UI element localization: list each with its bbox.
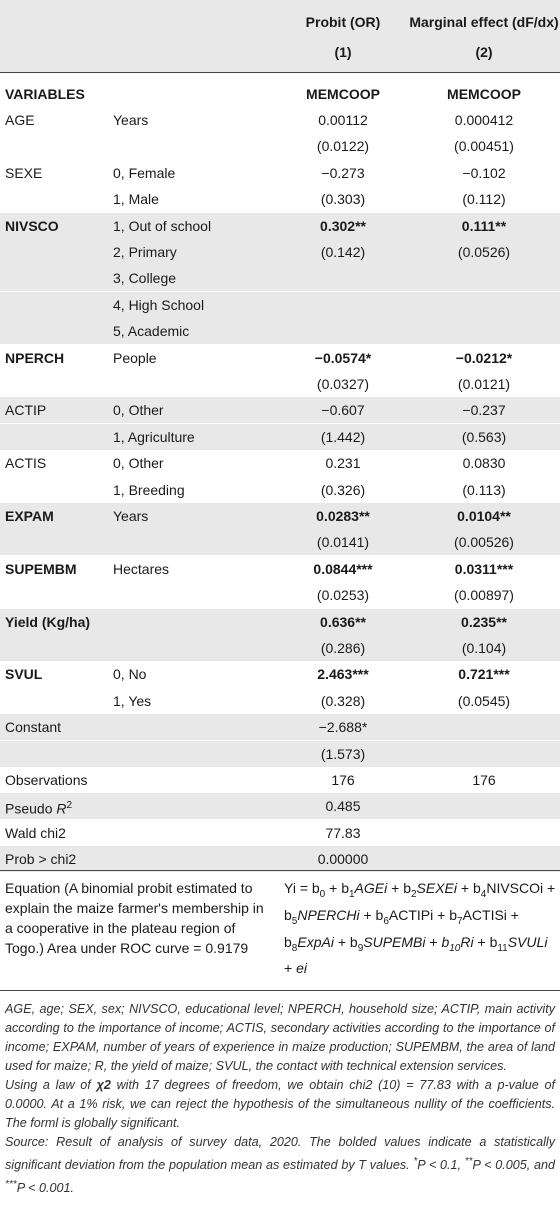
variable-description: 3, College (113, 270, 177, 287)
table-row (0, 529, 560, 555)
variable-name: Pseudo $R^2$ (5, 800, 73, 818)
abbreviations-note: AGE, age; SEX, sex; NIVSCO, educational level; NPERCH, household size; ACTIP, main activity according to the importance of income; ACTIS, secondary activities according to the importance of income; EXPAM, number of years of experience in maize production; SUPEMBM, the area of land used for maize; R, the yield of maize; SVUL, the contact with technical extension services. (5, 1002, 555, 1073)
dep-col2: MEMCOOP (447, 86, 521, 102)
probit-value: −0.607 (321, 402, 365, 419)
variable-description: 4, High School (113, 296, 205, 313)
probit-value: 0.00000 (317, 851, 369, 868)
marginal-effect-value: 0.0311*** (454, 560, 514, 577)
variable-description: 2, Primary (113, 244, 177, 260)
col1-number: (1) (334, 44, 352, 60)
probit-value: 0.0283** (316, 508, 370, 524)
table-row (0, 714, 560, 740)
variable-description: Hectares (113, 560, 170, 577)
variable-name: SEXE (5, 164, 43, 181)
marginal-effect-value: 176 (472, 772, 496, 788)
table-row (0, 265, 560, 291)
table-row (0, 133, 560, 159)
probit-value: (1.573) (320, 745, 366, 762)
marginal-effect-value: 0.000412 (454, 112, 514, 128)
col2-title: Marginal effect (dF/dx) (409, 14, 559, 30)
probit-value: (0.0141) (316, 534, 370, 551)
variable-name: Yield (Kg/ha) (5, 613, 91, 630)
variable-name: NPERCH (5, 349, 65, 366)
probit-value: 0.485 (325, 798, 361, 815)
variable-description: 0, Other (113, 455, 164, 472)
marginal-effect-value: (0.00897) (454, 587, 514, 604)
probit-value: (0.326) (320, 481, 366, 498)
probit-value: 176 (331, 772, 355, 788)
table-row (0, 609, 560, 635)
variable-description: 1, Agriculture (113, 428, 195, 445)
variable-name: AGE (5, 112, 35, 128)
table-row (0, 635, 560, 661)
probit-value: 77.83 (325, 824, 361, 841)
header-rule (0, 72, 560, 73)
table-row (0, 397, 560, 423)
variable-name: Wald chi2 (5, 824, 66, 841)
table-row (0, 820, 560, 846)
dependent-variable-row (0, 81, 560, 107)
table-row (0, 239, 560, 265)
table-row (0, 741, 560, 767)
variable-name: ACTIP (5, 402, 47, 419)
table-row (0, 292, 560, 318)
probit-value: −0.273 (321, 164, 365, 181)
probit-value: (0.303) (320, 191, 366, 208)
probit-value: (0.0253) (316, 587, 370, 604)
table-row (0, 661, 560, 687)
marginal-effect-value: 0.111** (461, 217, 507, 234)
variable-description: 0, No (113, 666, 147, 683)
probit-value: −0.0574* (314, 349, 372, 366)
probit-value: (0.328) (320, 692, 366, 709)
notes-rule (0, 990, 560, 991)
variable-name: SUPEMBM (5, 560, 77, 577)
equation-rule (0, 870, 560, 871)
variable-description: 1, Male (113, 191, 159, 208)
probit-value: 0.00112 (318, 112, 368, 128)
variable-description: 1, Yes (113, 692, 152, 709)
probit-value: −2.688* (318, 719, 368, 736)
variable-description: 5, Academic (113, 323, 190, 340)
table-row (0, 318, 560, 344)
table-row (0, 503, 560, 529)
marginal-effect-value: 0.0104** (457, 508, 511, 524)
variable-name: Constant (5, 719, 62, 736)
variable-name: Prob > chi2 (5, 851, 77, 868)
table-row (0, 345, 560, 371)
probit-value: 0.231 (325, 455, 361, 472)
probit-value: (1.442) (320, 428, 366, 445)
source-note: Source: Result of analysis of survey data, 2020. The bolded values indicate a statistically significant deviation from the population mean as estimated by T values. *P < 0.1, **P < 0.005, and ***P < 0.001. (5, 1135, 555, 1196)
marginal-effect-value: (0.112) (462, 191, 506, 208)
marginal-effect-value: (0.0545) (457, 692, 511, 709)
probit-value: 0.636** (320, 613, 366, 630)
variables-label: VARIABLES (5, 86, 85, 102)
variable-name: EXPAM (5, 508, 54, 524)
variable-description: Years (113, 112, 149, 128)
table-row (0, 186, 560, 212)
variable-description: 0, Female (113, 164, 176, 181)
table-row (0, 424, 560, 450)
variable-name: ACTIS (5, 455, 47, 472)
table-header (0, 0, 560, 72)
equation-description: Equation (A binomial probit estimated to explain the maize farmer's membership in a cooperative in the plateau region of Togo.) Area under ROC curve = 0.9179 (5, 880, 264, 956)
marginal-effect-value: 0.721*** (458, 666, 510, 683)
marginal-effect-value: (0.104) (461, 640, 507, 656)
variable-description: 1, Out of school (113, 217, 212, 234)
probit-value: (0.0327) (316, 376, 370, 392)
variable-description: 0, Other (113, 402, 164, 419)
variable-description: Years (113, 508, 149, 524)
marginal-effect-value: −0.0212* (455, 349, 513, 366)
table-row (0, 213, 560, 239)
marginal-effect-value: (0.0526) (457, 244, 511, 260)
table-row (0, 107, 560, 133)
table-row (0, 477, 560, 503)
variable-description: 1, Breeding (113, 481, 185, 498)
marginal-effect-value: (0.00451) (454, 138, 514, 155)
marginal-effect-value: (0.0121) (457, 376, 511, 392)
marginal-effect-value: 0.235** (461, 613, 507, 630)
probit-value: 0.0844*** (313, 560, 373, 577)
marginal-effect-value: 0.0830 (462, 455, 506, 472)
table-row (0, 846, 560, 872)
marginal-effect-value: −0.102 (462, 164, 506, 181)
variable-name: NIVSCO (5, 217, 59, 234)
marginal-effect-value: (0.00526) (454, 534, 514, 551)
table-row (0, 556, 560, 582)
dep-col1: MEMCOOP (306, 86, 380, 102)
table-row (0, 450, 560, 476)
probit-value: 0.302** (320, 217, 366, 234)
probit-value: (0.142) (320, 244, 366, 260)
col1-title: Probit (OR) (305, 14, 381, 30)
table-row (0, 582, 560, 608)
table-row (0, 793, 560, 819)
variable-description: People (113, 349, 157, 366)
table-notes (5, 1000, 555, 1198)
probit-value: (0.0122) (316, 138, 370, 155)
table-row (0, 767, 560, 793)
chi-square-note: Using a law of χ2 with 17 degrees of freedom, we obtain chi2 (10) = 77.83 with a p-value of 0.0000. At a 1% risk, we can reject the hypothesis of the simultaneous nullity of the coefficients. The forml is globally significant. (5, 1078, 555, 1130)
col2-number: (2) (475, 44, 493, 60)
marginal-effect-value: (0.563) (461, 428, 507, 445)
table-row (0, 371, 560, 397)
variable-name: SVUL (5, 666, 43, 683)
probit-value: (0.286) (320, 640, 366, 656)
variable-name: Observations (5, 772, 88, 788)
probit-value: 2.463*** (317, 666, 369, 683)
table-row (0, 688, 560, 714)
marginal-effect-value: (0.113) (462, 481, 506, 498)
marginal-effect-value: −0.237 (462, 402, 506, 419)
equation-formula: $Yi = b_0$ + $b_1AGEi$ + $b_2SEXEi$ + $b_4NIVSCOi$ + $b_5NPERCHi$ + $b_6ACTIPi$ + $b_7ACTISi$ + $b_8ExpAi$ + $b_9SUPEMBi + b_{10}Ri$ + $b_{11}SVULi$ + ei (284, 880, 556, 977)
table-row (0, 160, 560, 186)
